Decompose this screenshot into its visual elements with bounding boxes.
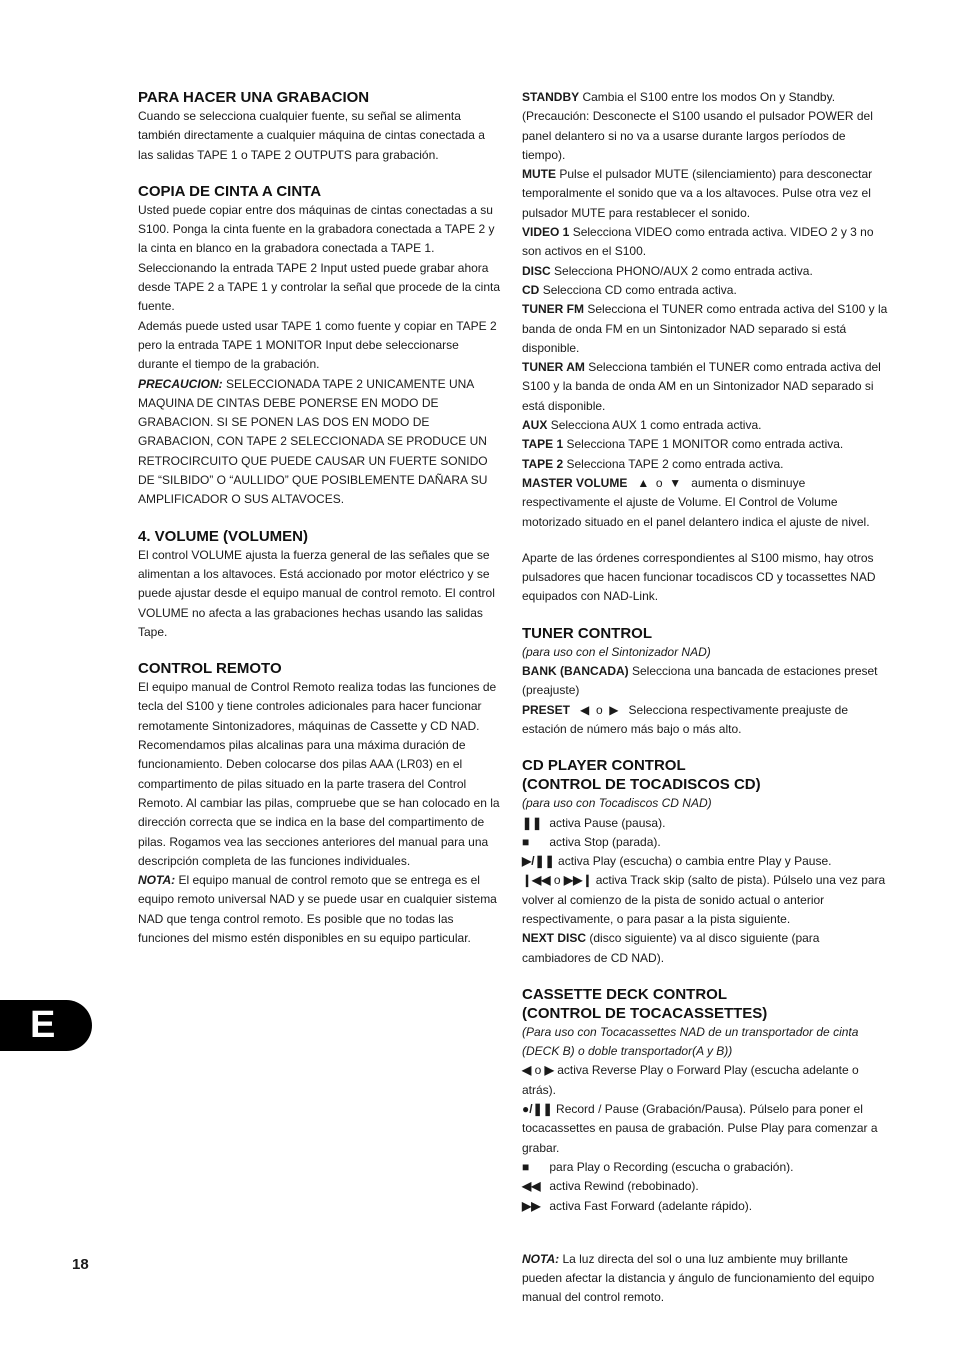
section-tuner [522,624,888,739]
warning-text: SELECCIONADA TAPE 2 UNICAMENTE UNA MAQUINA DE CINTAS DEBE PONERSE EN MODO DE GRABACION. SI SE PONEN LAS DOS EN MODO DE GRABACION, CON TAPE 2 SELECCIONADA SE PRODUCE UN RETROCIRCUITO QUE PUEDE CAUSAR UN FUERTE SONIDO DE “SILBIDO” O “AULLIDO” QUE POSIBLEMENTE DAÑARA SU AMPLIFICADOR O SUS ALTAVOCES. [138,376,488,507]
note-label: NOTA: [138,873,176,888]
triangle-right-icon: ▶ [609,702,619,717]
key-desc: Selecciona PHONO/AUX 2 como entrada activa. [554,263,813,278]
paragraph: Aparte de las órdenes correspondientes al S100 mismo, hay otros pulsadores que hacen funcionar tocadiscos CD y tocassettes NAD equipados con NAD-Link. [522,550,876,604]
key-desc: Selecciona CD como entrada activa. [542,282,737,297]
play-pause-icon: ▶/❚❚ [522,854,555,869]
right-column [522,88,888,1308]
item-desc: para Play o Recording (escucha o grabación). [549,1159,794,1174]
key-desc: aumenta o disminuye respectivamente el ajuste de Volume. El Control de Volume motorizado situado en el panel delantero indica el ajuste de nivel. [522,475,870,529]
triangle-down-icon: ▼ [669,475,682,490]
rewind-icon: ◀◀ [522,1179,541,1194]
key-name: NEXT DISC [522,931,587,946]
section-volume [138,527,500,642]
key-item-cd [522,281,888,300]
note-text: El equipo manual de control remoto que se entrega es el equipo remoto universal NAD y se puede usar en cualquier sistema NAD que tenga control remoto. Es posible que no todas las funciones del mismo estén disponibles en su equipo particular. [138,873,497,945]
key-name: TAPE 2 [522,456,564,471]
key-name: MASTER VOLUME [522,475,628,490]
left-column [138,88,500,965]
key-item-disc [522,262,888,281]
key-name: TUNER FM [522,302,584,317]
item-desc: Record / Pause (Grabación/Pausa). Púlselo para poner el tocacassettes en pausa de grabación. Pulse Play para comenzar a grabar. [522,1102,878,1155]
section-copia [138,182,500,510]
item-desc: activa Reverse Play o Forward Play (escucha adelante o atrás). [522,1063,859,1097]
key-desc: Selecciona el TUNER como entrada activa del S100 y la banda de onda FM en un Sintonizador NAD separado si está disponible. [522,302,888,355]
paragraph: Además puede usted usar TAPE 1 como fuente y copiar en TAPE 2 pero la entrada TAPE 1 MONITOR Input debe seleccionarse durante el tiempo de la grabación. [138,318,497,372]
section-title: PARA HACER UNA GRABACION [138,89,370,106]
section-title-2: (CONTROL DE TOCADISCOS CD) [522,776,761,794]
key-name: PRESET [522,702,571,717]
key-name: CD [522,282,540,297]
list-item [522,852,888,871]
warning-label: PRECAUCION: [138,376,223,391]
skip-forward-icon: ▶▶❙ [563,873,593,888]
key-list [522,88,888,532]
key-item-tape2 [522,455,888,474]
warning-paragraph [138,375,500,510]
section-subtitle: (para uso con Tocadiscos CD NAD) [522,796,712,811]
language-tab: E [0,1000,92,1051]
key-name: AUX [522,418,548,433]
skip-back-icon: ❙◀◀ [522,873,551,888]
section-title: CD PLAYER CONTROL [522,757,686,775]
fast-forward-icon: ▶▶ [522,1198,541,1213]
key-desc: Selecciona VIDEO como entrada activa. VIDEO 2 y 3 no son activos en el S100. [522,225,874,259]
record-pause-icon: ●/❚❚ [522,1102,553,1117]
list-item [522,1177,888,1196]
key-name: VIDEO 1 [522,225,570,240]
key-name: STANDBY [522,90,580,104]
section-cassette [522,985,888,1216]
section-title: CONTROL REMOTO [138,660,282,678]
list-item [522,1061,888,1100]
key-desc: Selecciona una bancada de estaciones preset (preajuste) [522,664,878,698]
or-text: o [655,475,663,490]
section-title-2: (CONTROL DE TOCACASSETTES) [522,1004,768,1022]
list-item [522,1100,888,1158]
section-title: CASSETTE DECK CONTROL [522,985,728,1003]
or-text: o [595,702,603,717]
key-item-tuner-fm [522,300,888,358]
key-desc: Selecciona respectivamente preajuste de estación de número más bajo o más alto. [522,702,849,736]
or-text: o [534,1063,542,1078]
section-subtitle: (Para uso con Tocacassettes NAD de un transportador de cinta (DECK B) o doble transportador(A y B)) [522,1024,859,1059]
note-label: NOTA: [522,1251,560,1266]
list-item [522,833,888,852]
item-desc: activa Pause (pausa). [549,815,666,830]
key-item-tape1 [522,435,888,454]
key-item-tuner-am [522,358,888,416]
key-desc: Cambia el S100 entre los modos On y Standby. (Precaución: Desconecte el S100 usando el pulsador POWER del panel delantero si no va a usarse durante largos períodos de tiempo). [522,90,873,162]
key-item-next-disc [522,929,888,968]
note-paragraph [522,1250,888,1308]
key-item-video1 [522,223,888,262]
page-number: 18 [72,1256,89,1273]
key-name: BANK (BANCADA) [522,664,629,679]
item-desc: activa Track skip (salto de pista). Púlselo una vez para volver al comienzo de la pista de sonido actual o anterior respectivamente, o para pasar a la pista siguiente. [522,873,886,926]
section-subtitle: (para uso con el Sintonizador NAD) [522,644,711,659]
key-item-aux [522,416,888,435]
key-name: MUTE [522,167,556,182]
nadlink-note [522,549,888,607]
paragraph: El control VOLUME ajusta la fuerza general de las señales que se alimentan a los altavoces. Está accionado por motor eléctrico y se puede ajustar desde el equipo manual de control remoto. El control VOLUME no afecta a las grabaciones hechas usando las salidas Tape. [138,547,495,639]
stop-icon: ■ [522,834,530,849]
item-desc: activa Stop (parada). [549,834,661,849]
forward-play-icon: ▶ [544,1063,554,1078]
triangle-up-icon: ▲ [637,475,650,490]
key-item-bank [522,662,888,701]
item-desc: activa Play (escucha) o cambia entre Play y Pause. [558,854,832,869]
section-title: TUNER CONTROL [522,624,652,642]
key-name: TUNER AM [522,360,585,375]
list-item [522,1158,888,1177]
note-paragraph [138,871,500,948]
key-desc: Selecciona también el TUNER como entrada activa del S100 y la banda de onda AM en un Sintonizador NAD separado si está disponible. [522,360,881,413]
reverse-play-icon: ◀ [522,1063,532,1078]
key-desc: (disco siguiente) va al disco siguiente (para cambiadores de CD NAD). [522,931,820,965]
section-title: 4. VOLUME (VOLUMEN) [138,527,309,545]
list-item [522,814,888,833]
key-item-preset [522,701,888,740]
paragraph: Cuando se selecciona cualquier fuente, su señal se alimenta también directamente a cualquier máquina de cintas conectada a las salidas TAPE 1 o TAPE 2 OUTPUTS para grabación. [138,109,485,162]
key-name: TAPE 1 [522,437,564,452]
key-desc: Selecciona TAPE 2 como entrada activa. [566,456,784,471]
key-item-standby [522,88,888,165]
key-desc: Selecciona AUX 1 como entrada activa. [550,418,762,433]
section-cd [522,756,888,968]
item-desc: activa Rewind (rebobinado). [549,1179,699,1194]
paragraph: Usted puede copiar entre dos máquinas de cintas conectadas a su S100. Ponga la cinta fuente en la grabadora conectada a TAPE 2 y la cinta en blanco en la grabadora conectada a TAPE 1. Seleccionando la entrada TAPE 2 Input usted puede grabar ahora desde TAPE 2 a TAPE 1 y controlar la señal que procede de la cinta fuente. [138,202,500,314]
key-item-mute [522,165,888,223]
paragraph: El equipo manual de Control Remoto realiza todas las funciones de tecla del S100 y tiene controles adicionales para hacer funcionar remotamente Sintonizadores, máquinas de Cassette y CD NAD. Recomendamos pilas alcalinas para una máxima duración de funcionamiento. Deben colocarse dos pilas AAA (LR03) en el compartimento de pilas situado en la parte trasera del Control Remoto. Al cambiar las pilas, compruebe que se han colocado en la dirección correcta que se indica en la base del compartimento de pilas. Rogamos vea las secciones anteriores del manual para una descripción completa de las funciones individuales. [138,680,500,868]
triangle-left-icon: ◀ [580,702,590,717]
list-item [522,1197,888,1216]
item-desc: activa Fast Forward (adelante rápido). [549,1198,753,1213]
key-desc: Selecciona TAPE 1 MONITOR como entrada activa. [566,437,844,452]
note-text: La luz directa del sol o una luz ambiente muy brillante pueden afectar la distancia y ángulo de funcionamiento del equipo manual del control remoto. [522,1251,875,1305]
key-desc: Pulse el pulsador MUTE (silenciamiento) para desconectar temporalmente el sonido que va a los altavoces. Pulse otra vez el pulsador MUTE para restablecer el sonido. [522,167,873,220]
section-remoto [138,659,500,948]
list-item [522,871,888,929]
pause-icon: ❚❚ [522,815,543,830]
section-grabacion [138,88,500,165]
key-item-master-volume [522,474,888,532]
or-text: o [553,873,561,888]
key-name: DISC [522,263,551,278]
stop-icon: ■ [522,1159,530,1174]
section-title: COPIA DE CINTA A CINTA [138,182,322,200]
